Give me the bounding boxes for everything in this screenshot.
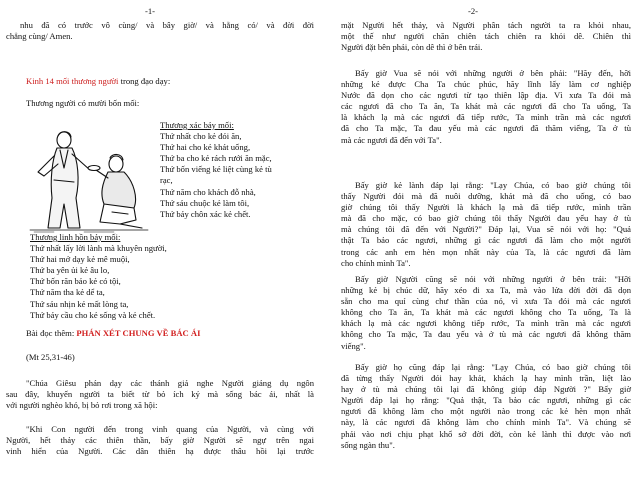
corporal-item: Thứ năm cho khách đỗ nhà, <box>160 186 256 197</box>
text-line: với người nghèo khó, bị bỏ rơi trong xã hội: <box>6 400 158 411</box>
kinh-title <box>26 76 170 87</box>
reading-paragraph-2 <box>6 424 314 457</box>
spiritual-item: Thứ bảy cầu cho kẻ sống và kẻ chết. <box>30 309 156 320</box>
gospel-paragraph-2 <box>341 180 631 269</box>
intro-line: chẳng cùng/ Amen. <box>6 31 73 42</box>
corporal-item: Thứ sáu chuộc kẻ làm tôi, <box>160 197 250 208</box>
text-line: Bấy giờ Vua sẽ nói với những người ở bên phải: "Hãy đến, hỡi <box>355 68 631 78</box>
text-line: trong các anh em hèn mọn nhất này của Ta, là các ngươi đã làm <box>341 246 631 257</box>
kinh-title-rest: trong đạo dạy: <box>118 76 171 86</box>
text-line: đã từng thấy Người đói hay khát, khách lạ hay mình trần, liệt lào <box>341 373 631 384</box>
reading-paragraph-1 <box>6 378 314 411</box>
text-line: đã cho Ta mặc, Ta đau yếu mà các ngươi đã thăm viếng, Ta ở tù <box>341 123 631 134</box>
text-line: khách lạ mà các ngươi không tiếp rước, Ta mình trần mà các ngươi <box>341 318 631 329</box>
text-line: Nước đã dọn cho các ngươi từ tạo thiên lập địa. Vì xưa Ta đói mà <box>341 90 631 101</box>
text-line: mà đã cho mặc, có bao giờ chúng tôi thấy Người đau yếu hay ở tù <box>341 213 631 224</box>
corporal-heading: Thương xác bảy mối: <box>160 120 234 130</box>
spiritual-item: Thứ bốn răn bảo kẻ có tội, <box>30 276 121 287</box>
intro-paragraph <box>6 20 314 42</box>
page-number-right: -2- <box>468 6 479 16</box>
corporal-item: Thứ hai cho kẻ khát uống, <box>160 142 251 153</box>
text-line: Bấy giờ họ cũng đáp lại rằng: "Lạy Chúa, có bao giờ chúng tôi <box>355 362 631 372</box>
text-line: "Chúa Giêsu phán dạy các thánh giả nghe Người giảng dụ ngôn <box>26 378 314 388</box>
text-line: Bấy giờ Người cũng sẽ nói với những người ở bên trái: "Hỡi <box>355 274 631 284</box>
illustration <box>24 128 154 234</box>
scripture-reference: (Mt 25,31-46) <box>26 352 75 362</box>
text-line: sau đây, khuyến người ta biết từ bỏ ích kỷ mà sống bác ái, nhất là <box>6 389 314 400</box>
right-page <box>319 0 638 493</box>
text-line: sẵn cho ma quỉ cùng chư thần của nó, vì xưa Ta đói mà các ngươi <box>341 296 631 307</box>
text-line: thật Ta bảo các ngươi, những gì các ngươi đã làm cho một người <box>341 235 631 246</box>
text-line: mà chúng tôi đã đến với Người?" Đáp lại, Vua sẽ nói với họ: "Quả <box>341 224 631 235</box>
text-line: là khách lạ mà các ngươi đã tiếp rước, Ta mình trần mà các ngươi <box>341 112 631 123</box>
spiritual-item: Thứ ba yên ủi kẻ âu lo, <box>30 265 110 276</box>
text-line: không cho Ta ăn, Ta khát mà các ngươi không cho Ta uống, Ta là <box>341 307 631 318</box>
kinh-title-red: Kinh 14 mối thương người <box>26 76 119 86</box>
text-line: này, là các ngươi đã không làm cho chính mình Ta". Và chúng sẽ <box>341 417 631 428</box>
intro-line: nhu đã có trước vô cùng/ và bây giờ/ và hằng có/ và đời đời <box>20 20 314 30</box>
text-line: mặt Người hết thảy, và Người phân tách người ta ra khỏi nhau, <box>341 20 631 30</box>
spiritual-item: Thứ năm tha kẻ dể ta, <box>30 287 105 298</box>
spiritual-item: Thứ nhất lấy lời lành mà khuyên người, <box>30 243 167 254</box>
text-line: phải vào nơi chịu phạt khổ sở đời đời, còn kẻ lành thì được vào nơi <box>341 428 631 439</box>
gospel-paragraph-3 <box>341 274 631 352</box>
gospel-paragraph-1 <box>341 68 631 146</box>
text-line: ngươi đã không làm cho một người nào trong các kẻ hèn mọn nhất <box>341 406 631 417</box>
text-line: sống ngàn thu". <box>341 439 395 450</box>
text-line: Người đặt bên phải, còn dê thì ở bên trái. <box>341 42 483 53</box>
text-line: viếng". <box>341 340 366 351</box>
corporal-item: Thứ ba cho kẻ rách rưới ăn mặc, <box>160 153 272 164</box>
text-line: một thế như người chăn chiên tách chiên ra khỏi dê. Chiên thì <box>341 31 631 42</box>
text-line: thấy Người đói mà đã nuôi dưỡng, khát mà đã cho uống, có bao <box>341 191 631 202</box>
text-line: cho chính mình Ta". <box>341 257 411 268</box>
text-line: những kẻ bị chúc dữ, hãy xéo đi xa Ta, mà vào lửa đời đời đã dọn <box>341 285 631 296</box>
gospel-paragraph-0 <box>341 20 631 53</box>
corporal-item: rạc, <box>160 175 173 186</box>
spiritual-item: Thứ hai mở dạy kẻ mê muội, <box>30 254 130 265</box>
spiritual-heading: Thương linh hồn bảy mối: <box>30 232 121 242</box>
text-line: "Khi Con người đến trong vinh quang của Người, và cùng với <box>26 424 314 434</box>
corporal-item: Thứ bảy chôn xác kẻ chết. <box>160 208 251 219</box>
text-line: hay ở tù mà chúng tôi lại đã không giúp đáp Người ?" Bấy giờ <box>341 384 631 395</box>
reading-heading <box>26 328 200 339</box>
corporal-works <box>160 120 310 220</box>
text-line: các ngươi đã cho Ta ăn, Ta khát mà các ngươi đã cho Ta uống, Ta <box>341 101 631 112</box>
text-line: Bấy giờ kẻ lành đáp lại rằng: "Lạy Chúa, có bao giờ chúng tôi <box>355 180 631 190</box>
text-line: Người đáp lại họ rằng: "Quả thật, Ta bảo các ngươi, những gì các <box>341 395 631 406</box>
gospel-paragraph-4 <box>341 362 631 451</box>
text-line: giờ chúng tôi thấy Người là khách lạ mà đã tiếp rước, mình trần <box>341 202 631 213</box>
text-line: mà các ngươi đã đến với Ta". <box>341 134 442 145</box>
spiritual-works <box>30 232 300 321</box>
text-line: vinh hiển của Người. Các dân thiên hạ được thâu hồi lại trước <box>6 446 314 457</box>
page-number-left: -1- <box>145 6 156 16</box>
text-line: những kẻ được Cha Ta chúc phúc, hãy lĩnh lấy làm cơ nghiệp <box>341 79 631 90</box>
intro-14: Thương người có mười bốn mối: <box>26 98 140 108</box>
reading-label: Bài đọc thêm: <box>26 328 77 338</box>
corporal-item: Thứ nhất cho kẻ đói ăn, <box>160 131 242 142</box>
text-line: không cho Ta mặc, Ta đau yếu và ở tù mà các ngươi đã không thăm <box>341 329 631 340</box>
text-line: Người, hết thảy các thiên thần, bấy giờ Người sẽ ngự trên ngai <box>6 435 314 446</box>
spiritual-item: Thứ sáu nhịn kẻ mất lòng ta, <box>30 298 129 309</box>
corporal-item: Thứ bốn viếng kẻ liệt cùng kẻ tù <box>160 164 272 175</box>
reading-title: PHÁN XÉT CHUNG VỀ BÁC ÁI <box>76 328 201 338</box>
